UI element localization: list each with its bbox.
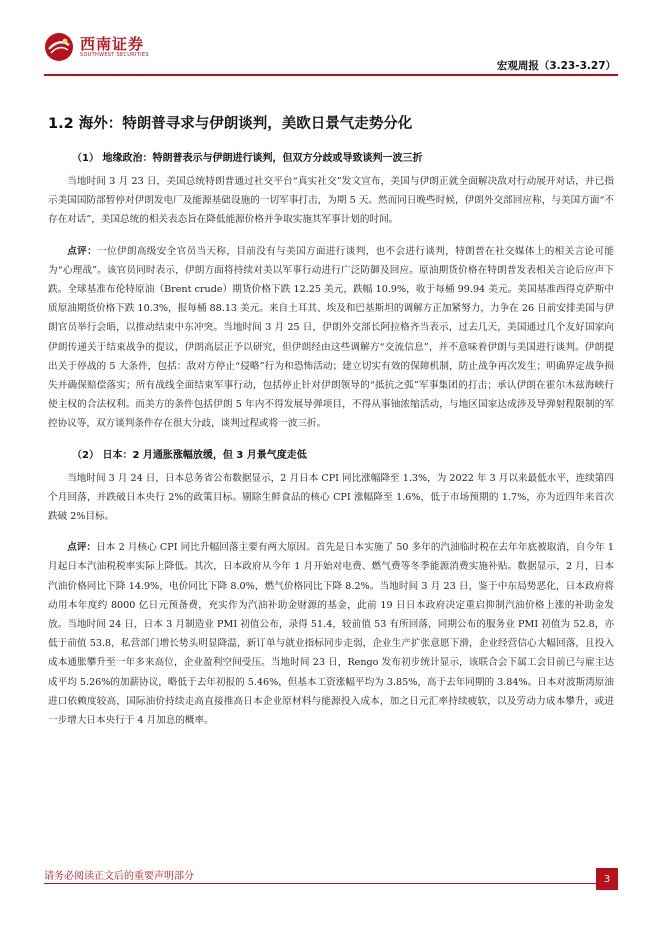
commentary-label: 点评： bbox=[67, 245, 98, 257]
commentary-text: 日本 2 月核心 CPI 同比升幅回落主要有两大原因。首先是日本实施了 50 多年的汽油临时税在去年年底被取消，自今年 1 月起日本汽油税税率实际上降低。其次，日本政府从今年 1 月开始对电费、燃气费等冬季能源消费实施补贴。数据显示，2 月，日本汽油价格同比下降 14.9%，电价同比下降 8.0%，燃气价格同比下降 8.2%。当地时间 3 月 23 日，鉴于中东局势恶化，日本政府将动用本年度约 8000 亿日元预备费，充实作为汽油补助金财源的基金，此前 19 日日本政府决定重启抑制汽油价格上涨的补助金发放。当地时间 24 日，日本 3 月制造业 PMI 初值公布，录得 51.4，较前值 53 有所回落，同期公布的服务业 PMI 初值为 52.8，亦低于前值 53.8，私营部门增长势头明显降温，新订单与就业指标同步走弱，企业生产扩张意愿下滑，企业经营信心大幅回落，且投入成本通胀攀升至一年多来高位，企业盈利空间受压。当地时间 23 日，Rengo 发布初步统计显示，该联合会下属工会目前已与雇主达成平均 5.26%的加薪协议，略低于去年初报的 5.46%，但基本工资涨幅平均为 3.85%，高于去年同期的 3.84%。日本对波斯湾原油进口依赖度较高，国际油价持续走高直接推高日本企业原材料与能源投入成本，加之日元汇率持续疲软，以及劳动力成本攀升，或进一步增大日本央行于 4 月加息的概率。 bbox=[48, 542, 614, 727]
subsection-heading-geopolitics: （1） 地缘政治：特朗普表示与伊朗进行谈判，但双方分歧或导致谈判一波三折 bbox=[72, 153, 423, 164]
subsection-heading-japan: （2） 日本：2 月通胀涨幅放缓，但 3 月景气度走低 bbox=[72, 449, 307, 461]
disclaimer-note: 请务必阅读正文后的重要声明部分 bbox=[44, 871, 194, 882]
section-heading: 1.2 海外：特朗普寻求与伊朗谈判，美欧日景气走势分化 bbox=[48, 116, 413, 132]
paragraph-commentary-iran bbox=[44, 242, 618, 434]
paragraph-news-japan: 当地时间 3 月 24 日，日本总务省公布数据显示，2 月日本 CPI 同比涨幅降至 1.3%，为 2022 年 3 月以来最低水平，连续第四个月回落，并跌破日本央行 2%的政策目标。剔除生鲜食品的核心 CPI 涨幅降至 1.6%，低于市场预期的 1.7%，亦为近四年来首次跌破 2%目标。 bbox=[48, 472, 614, 523]
report-body bbox=[44, 96, 618, 732]
paragraph-news-iran: 当地时间 3 月 23 日，美国总统特朗普通过社交平台“真实社交”发文宣布，美国与伊朗正就全面解决敌对行动展开对话，并已指示美国国防部暂停对伊朗发电厂及能源基础设施的一切军事打击，为期 5 天。然而同日晚些时候，伊朗外交部回应称，与美国方面“不存在对话”，美国总统的相关表态旨在降低能源价格并争取实施其军事计划的时间。 bbox=[48, 176, 614, 226]
report-title: 宏观周报（3.23-3.27） bbox=[496, 60, 616, 72]
footer-divider bbox=[44, 883, 618, 884]
commentary-text: 一位伊朗高级安全官员当天称，目前没有与美国方面进行谈判，也不会进行谈判，特朗普在社交媒体上的相关言论可能为“心理战”。该官员同时表示，伊朗方面将持续对美以军事行动进行广泛防御及回应。原油期货价格在特朗普发表相关言论后应声下跌。全球基准布伦特原油（Brent crude）期货价格下跌 12.25 美元，跌幅 10.9%，收于每桶 99.94 美元。美国基准西得克萨斯中质原油期货价格下跌 10.3%，报每桶 88.13 美元。来自土耳其、埃及和巴基斯坦的调解方正加紧努力，力争在 26 日前安排美国与伊朗官员举行会晤，以推动结束中东冲突。当地时间 3 月 25 日，伊朗外交部长阿拉格齐当表示，过去几天，美国通过几个友好国家向伊朗传递关于结束战争的提议，伊朗高层正予以研究，但伊朗经由这些调解方“交流信息”，并不意味着伊朗与美国进行谈判。伊朗提出关于停战的 5 大条件，包括：敌对方停止“侵略”行为和恐怖活动；建立切实有效的保障机制，防止战争再次发生；明确界定战争损失并确保赔偿落实；所有战线全面结束军事行动，包括停止针对伊朗领导的“抵抗之弧”军事集团的打击；承认伊朗在霍尔木兹海峡行使主权的合法权利。而美方的条件包括伊朗 5 年内不得发展导弹项目，不得从事铀浓缩活动，与地区国家达成涉及导弹射程限制的军控协议等，双方谈判条件存在很大分歧，谈判过程或将一波三折。 bbox=[48, 245, 615, 430]
company-logo bbox=[44, 30, 194, 64]
logo-english-name: SOUTHWEST SECURITIES bbox=[80, 51, 149, 58]
commentary-label: 点评： bbox=[67, 542, 97, 554]
paragraph-spacer bbox=[44, 528, 618, 538]
header-divider bbox=[44, 74, 618, 76]
logo-chinese-name: 西南证券 bbox=[80, 34, 145, 53]
paragraph-spacer bbox=[44, 232, 618, 242]
paragraph-commentary-japan bbox=[44, 538, 618, 730]
page-number: 3 bbox=[596, 868, 618, 890]
paragraph-spacer bbox=[44, 436, 618, 446]
logo-mark-icon bbox=[44, 32, 74, 62]
page-header bbox=[0, 0, 662, 80]
